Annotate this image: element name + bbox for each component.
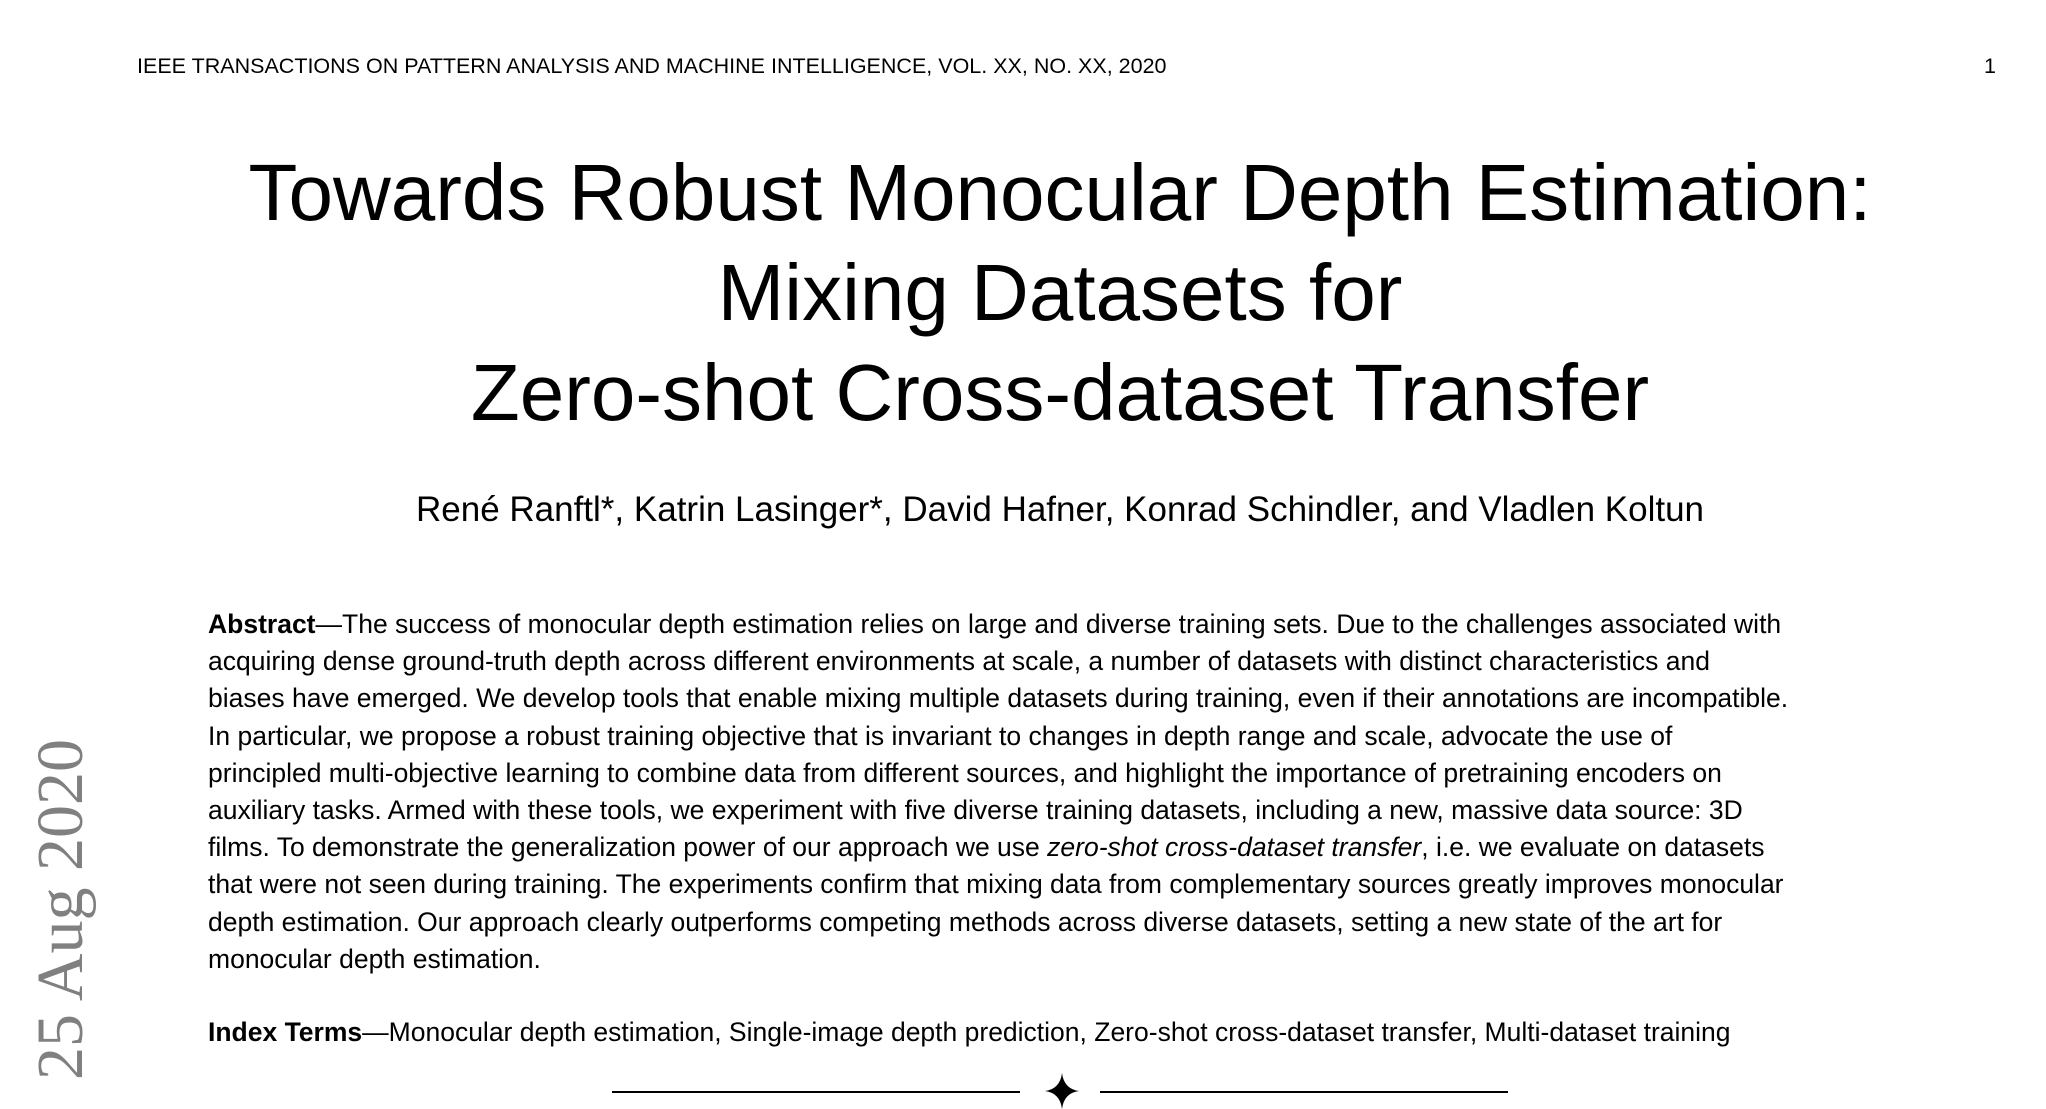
paper-title	[100, 143, 2020, 443]
journal-header: IEEE TRANSACTIONS ON PATTERN ANALYSIS AND MACHINE INTELLIGENCE, VOL. XX, NO. XX, 2020	[137, 54, 1167, 78]
abstract-emphasis: zero-shot cross-dataset transfer	[1047, 832, 1422, 863]
separator-diamond-icon	[1045, 1073, 1079, 1109]
abstract-line-3: biases have emerged. We develop tools that enable mixing multiple datasets during training, even if their annotations are incompatible.	[208, 683, 1789, 714]
arxiv-date-stamp: 25 Aug 2020	[24, 738, 97, 1080]
separator-line-right	[1100, 1091, 1508, 1093]
abstract-line-9: depth estimation. Our approach clearly outperforms competing methods across diverse datasets, setting a new state of the art for	[208, 906, 1723, 937]
index-terms-label: Index Terms	[208, 1017, 363, 1047]
abstract-line-5: principled multi-objective learning to combine data from different sources, and highlight the importance of pretraining encoders on	[208, 757, 1722, 788]
abstract-line-2: acquiring dense ground-truth depth across different environments at scale, a number of datasets with distinct characteristics and	[208, 646, 1710, 677]
abstract-text-7a: films. To demonstrate the generalization power of our approach we use	[208, 832, 1048, 863]
index-terms	[208, 1017, 1731, 1048]
separator-line-left	[612, 1091, 1020, 1093]
abstract-line-1	[208, 606, 1928, 643]
abstract-line-10: monocular depth estimation.	[208, 943, 541, 974]
index-terms-text: —Monocular depth estimation, Single-image depth prediction, Zero-shot cross-dataset transfer, Multi-dataset training	[362, 1017, 1731, 1047]
abstract-line-4: In particular, we propose a robust training objective that is invariant to changes in depth range and scale, advocate the use of	[208, 720, 1673, 751]
page-number: 1	[1984, 54, 1996, 78]
abstract-line-6: auxiliary tasks. Armed with these tools, we experiment with five diverse training datasets, including a new, massive data source: 3D	[208, 795, 1743, 826]
abstract	[208, 606, 1928, 978]
title-line-2: Mixing Datasets for	[717, 248, 1403, 337]
abstract-text-1: —The success of monocular depth estimation relies on large and diverse training sets. Due to the challenges associated with	[315, 609, 1782, 639]
abstract-text-7b: , i.e. we evaluate on datasets	[1421, 832, 1765, 863]
author-list: René Ranftl*, Katrin Lasinger*, David Hafner, Konrad Schindler, and Vladlen Koltun	[415, 490, 1704, 529]
title-line-1: Towards Robust Monocular Depth Estimation:	[248, 148, 1872, 237]
abstract-line-7	[208, 829, 1928, 866]
title-line-3: Zero-shot Cross-dataset Transfer	[470, 348, 1650, 437]
abstract-line-8: that were not seen during training. The experiments confirm that mixing data from complementary sources greatly improves monocular	[208, 869, 1784, 900]
abstract-label: Abstract	[208, 609, 316, 639]
